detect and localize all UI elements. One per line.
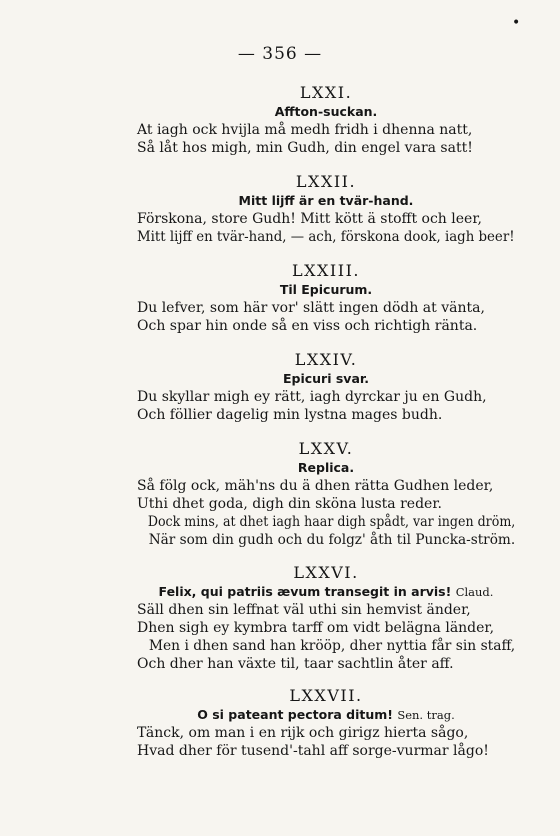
poem-lxxiii bbox=[137, 261, 515, 335]
poem-line: Dhen sigh ey kymbra tarff om vidt belägna länder, bbox=[137, 620, 495, 636]
poem-title-text: O si pateant pectora ditum! bbox=[197, 707, 393, 722]
poem-line: Dock mins, at dhet iagh haar digh spådt, var ingen dröm, bbox=[147, 514, 516, 530]
poem-title: Affton-suckan. bbox=[274, 104, 378, 119]
poem-numeral: LXXII. bbox=[295, 172, 357, 191]
poem-numeral: LXXVI. bbox=[293, 563, 359, 582]
poem-line: Så låt hos migh, min Gudh, din engel vara satt! bbox=[137, 140, 473, 156]
poem-title bbox=[137, 706, 515, 724]
poem-numeral: LXXV. bbox=[298, 439, 354, 458]
poem-title: Epicuri svar. bbox=[282, 371, 370, 386]
poem-line: När som din gudh och du folgz' åth til Puncka-ström. bbox=[148, 532, 516, 548]
poem-attribution: Sen. trag. bbox=[397, 708, 455, 722]
poem-numeral: LXXIV. bbox=[294, 350, 358, 369]
poem-lxxiv bbox=[137, 350, 515, 424]
poem-title: Til Epicurum. bbox=[279, 282, 373, 297]
poem-line: Men i dhen sand han krööp, dher nyttia får sin staff, bbox=[148, 638, 516, 654]
poem-line: Uthi dhet goda, digh din sköna lusta reder. bbox=[137, 496, 442, 512]
poem-line: Och föllier dagelig min lystna mages budh. bbox=[137, 407, 443, 423]
poem-line: Du skyllar migh ey rätt, iagh dyrckar ju en Gudh, bbox=[137, 389, 487, 405]
page-number: — 356 — bbox=[237, 44, 323, 64]
poem-lxxv bbox=[137, 439, 515, 549]
poem-line: Och spar hin onde så en viss och richtigh ränta. bbox=[137, 318, 478, 334]
poem-line: Säll dhen sin leffnat väl uthi sin hemvist änder, bbox=[137, 602, 471, 618]
poem-line: Hvad dher för tusend'-tahl aff sorge-vurmar lågo! bbox=[137, 743, 489, 759]
poem-numeral: LXXIII. bbox=[292, 261, 360, 280]
poem-lxxii bbox=[137, 172, 515, 246]
poem-lxxvi bbox=[137, 563, 515, 673]
poem-title: Mitt lijff är en tvär-hand. bbox=[238, 193, 414, 208]
poem-lxxi bbox=[137, 83, 515, 157]
poem-numeral: LXXI. bbox=[299, 83, 353, 102]
poem-title: Replica. bbox=[297, 460, 355, 475]
poem-line: Så fölg ock, mäh'ns du ä dhen rätta Gudhen leder, bbox=[137, 478, 494, 494]
poem-line: At iagh ock hvijla må medh fridh i dhenna natt, bbox=[137, 122, 473, 138]
poem-line: Och dher han växte til, taar sachtlin åter aff. bbox=[137, 656, 454, 672]
poem-attribution: Claud. bbox=[455, 585, 494, 599]
poem-title-text: Felix, qui patriis ævum transegit in arvis! bbox=[158, 584, 452, 599]
poem-lxxvii bbox=[137, 686, 515, 760]
poem-line: Mitt lijff en tvär-hand, — ach, förskona dook, iagh beer! bbox=[137, 229, 515, 245]
poem-numeral: LXXVII. bbox=[289, 686, 363, 705]
poem-line: Förskona, store Gudh! Mitt kött ä stofft och leer, bbox=[137, 211, 482, 227]
poem-line: Du lefver, som här vor' slätt ingen dödh at vänta, bbox=[137, 300, 485, 316]
poem-line: Tänck, om man i en rijk och girigz hierta sågo, bbox=[137, 725, 469, 741]
poem-title bbox=[137, 583, 515, 601]
margin-dot: • bbox=[512, 15, 521, 31]
